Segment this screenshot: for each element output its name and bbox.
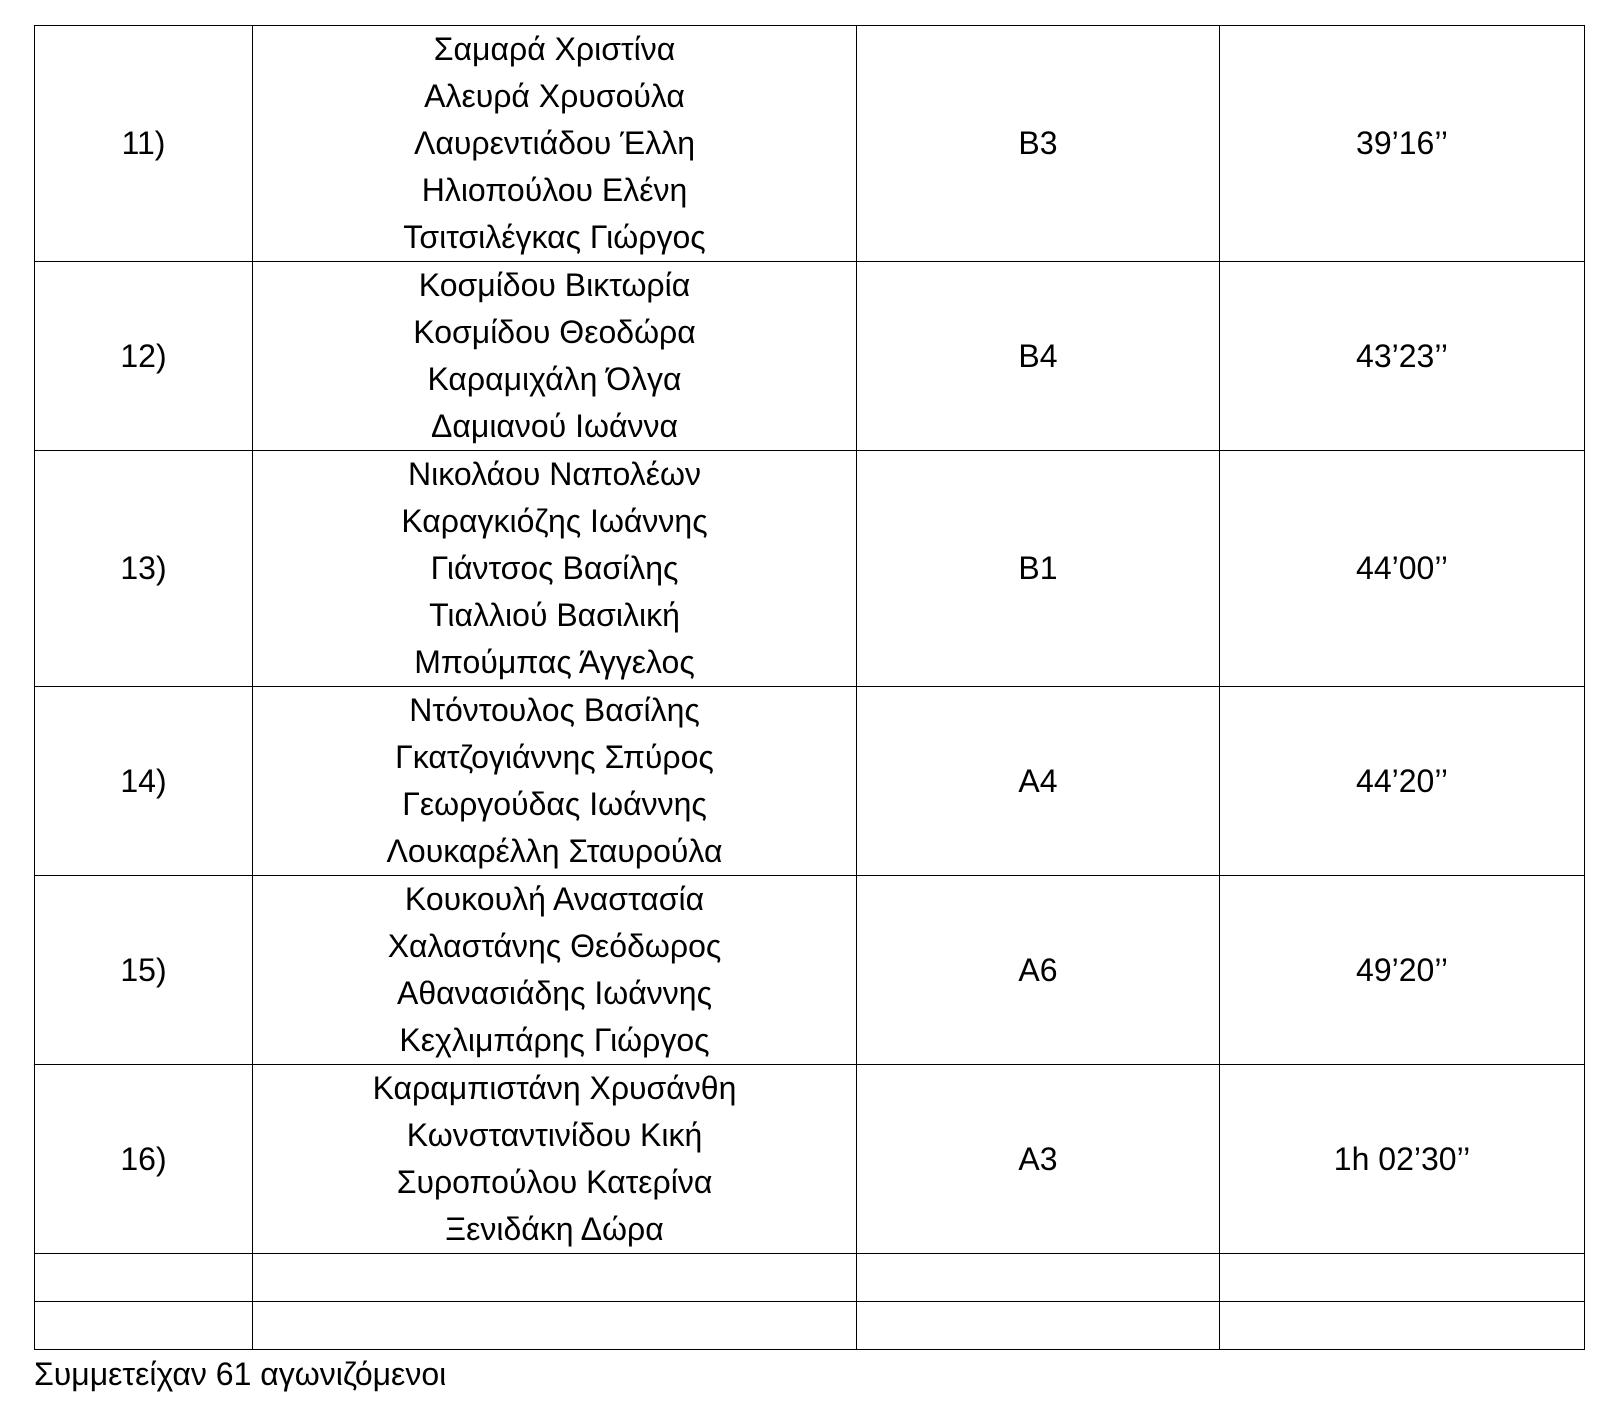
table-row [35,26,1585,262]
empty-cell [35,1302,253,1350]
table-row [35,876,1585,1065]
member-name: Τιαλλιού Βασιλική [429,597,680,633]
time-cell: 43’23’’ [1220,262,1585,451]
member-name: Κοσμίδου Βικτωρία [418,267,691,303]
member-name: Κωνσταντινίδου Κική [406,1117,703,1153]
empty-cell [35,1254,253,1302]
empty-cell [857,1302,1220,1350]
member-name: Ηλιοπούλου Ελένη [421,172,688,208]
participants-note: Συμμετείχαν 61 αγωνιζόμενοι [34,1356,447,1392]
member-name: Συροπούλου Κατερίνα [396,1164,713,1200]
time-cell: 39’16’’ [1220,26,1585,262]
table-row [35,687,1585,876]
empty-cell [857,1254,1220,1302]
member-name: Δαμιανού Ιωάννα [431,408,678,444]
rank-cell: 11) [35,26,253,262]
empty-table-row [35,1302,1585,1350]
member-name: Ξενιδάκη Δώρα [445,1211,664,1247]
member-name: Σαμαρά Χριστίνα [433,31,676,67]
time-cell: 44’20’’ [1220,687,1585,876]
team-members-cell [253,687,857,876]
member-name: Καραμιχάλη Όλγα [427,361,682,397]
member-name: Καραγκιόζης Ιωάννης [401,503,708,539]
member-name: Μπούμπας Άγγελος [414,644,695,680]
class-cell: Β3 [857,26,1220,262]
rank-cell: 13) [35,451,253,687]
empty-cell [253,1254,857,1302]
member-name: Γεωργούδας Ιωάννης [402,786,707,822]
team-members-cell [253,1065,857,1254]
team-members-cell [253,876,857,1065]
empty-table-row [35,1254,1585,1302]
member-name: Αλευρά Χρυσούλα [424,78,685,114]
time-cell: 44’00’’ [1220,451,1585,687]
rank-cell: 15) [35,876,253,1065]
class-cell: Β4 [857,262,1220,451]
member-name: Χαλαστάνης Θεόδωρος [387,928,722,964]
team-members-cell [253,26,857,262]
member-name: Γκατζογιάννης Σπύρος [395,739,714,775]
member-name: Κουκουλή Αναστασία [404,881,705,917]
results-table-body [35,26,1585,1350]
results-table [34,25,1585,1350]
member-name: Αθανασιάδης Ιωάννης [396,975,712,1011]
rank-cell: 16) [35,1065,253,1254]
empty-cell [1220,1302,1585,1350]
member-name: Ντόντουλος Βασίλης [409,692,700,728]
member-name: Γιάντσος Βασίλης [430,550,679,586]
class-cell: Α6 [857,876,1220,1065]
member-name: Κοσμίδου Θεοδώρα [413,314,696,350]
time-cell: 1h 02’30’’ [1220,1065,1585,1254]
time-cell: 49’20’’ [1220,876,1585,1065]
rank-cell: 12) [35,262,253,451]
empty-cell [1220,1254,1585,1302]
table-row [35,1065,1585,1254]
class-cell: Β1 [857,451,1220,687]
team-members-cell [253,451,857,687]
member-name: Λουκαρέλλη Σταυρούλα [386,833,723,869]
member-name: Λαυρεντιάδου Έλλη [414,125,695,161]
member-name: Τσιτσιλέγκας Γιώργος [403,219,706,255]
rank-cell: 14) [35,687,253,876]
table-row [35,262,1585,451]
class-cell: Α4 [857,687,1220,876]
empty-cell [253,1302,857,1350]
class-cell: Α3 [857,1065,1220,1254]
member-name: Καραμπιστάνη Χρυσάνθη [372,1070,737,1106]
table-row [35,451,1585,687]
member-name: Νικολάου Ναπολέων [408,456,701,492]
member-name: Κεχλιμπάρης Γιώργος [399,1022,710,1058]
team-members-cell [253,262,857,451]
